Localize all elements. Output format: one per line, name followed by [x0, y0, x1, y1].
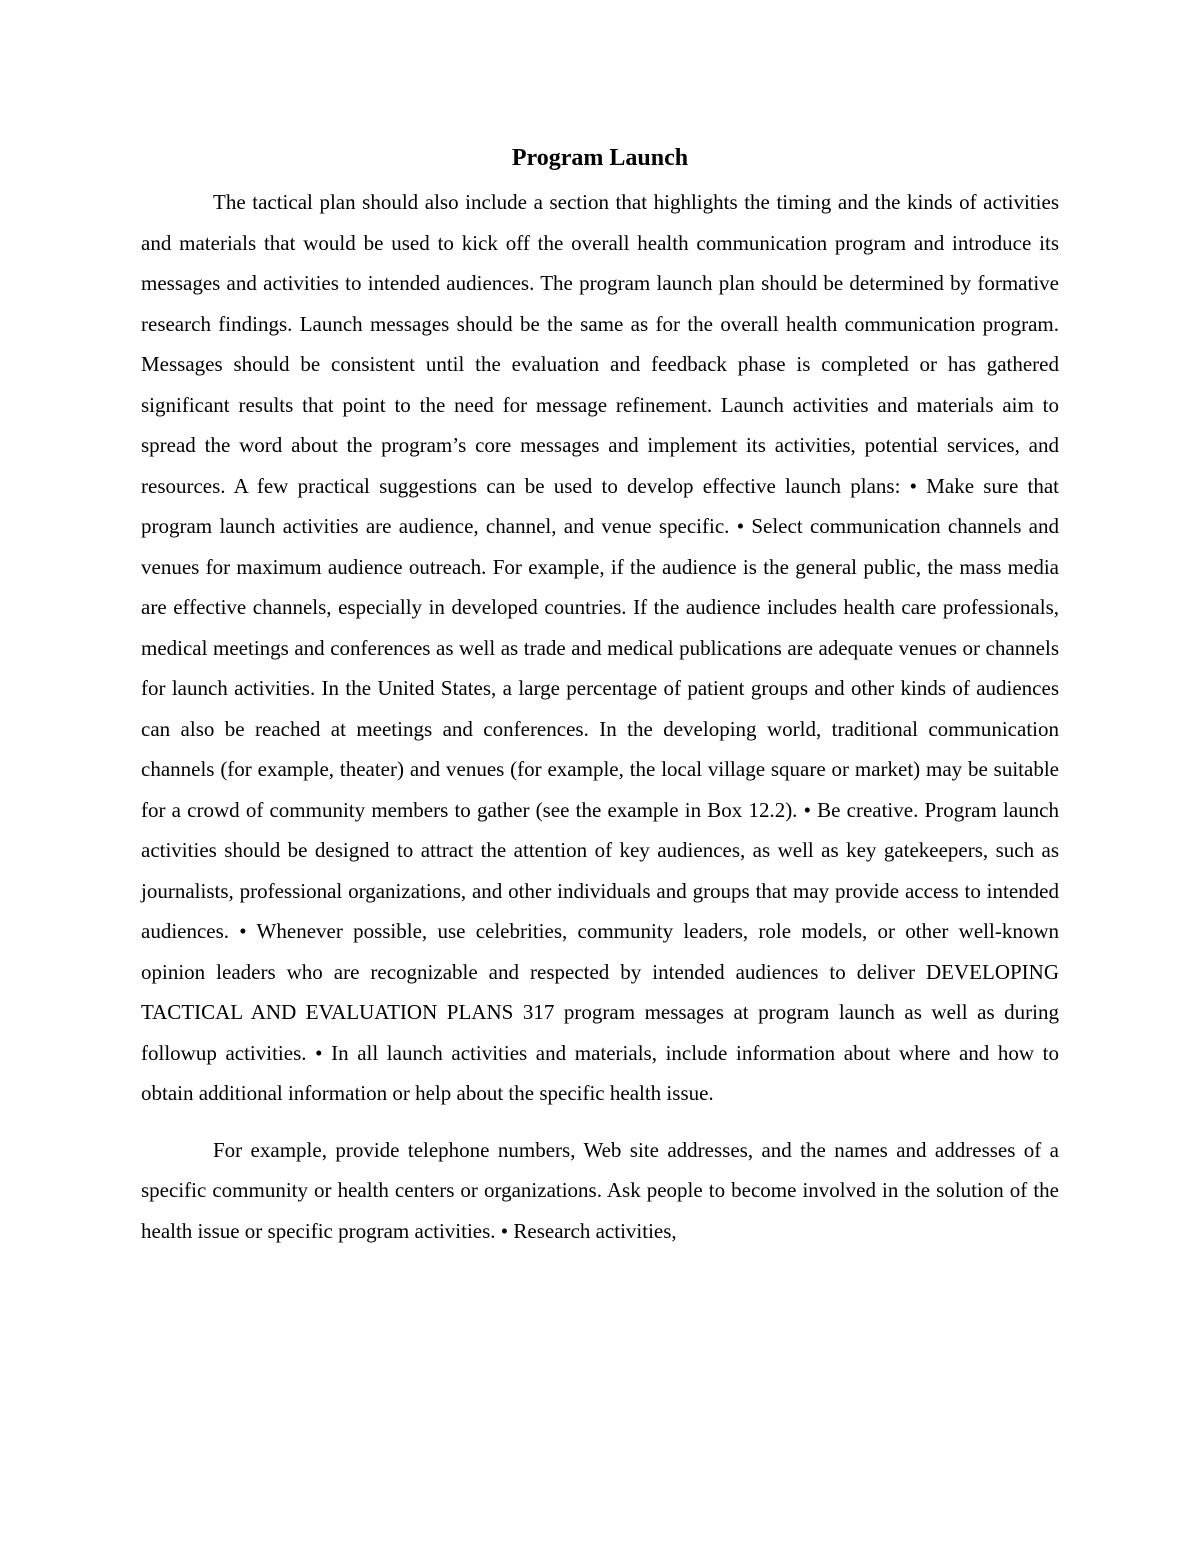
- page-title: Program Launch: [511, 145, 689, 171]
- body-paragraph-2: For example, provide telephone numbers, Web site addresses, and the names and addresses of a specific community or health centers or organizations. Ask people to become involved in the solution of the health issue or specific program activities. • Research activities,: [141, 1137, 1059, 1243]
- document-page: [141, 140, 1059, 1251]
- body-paragraph-1: The tactical plan should also include a section that highlights the timing and the kinds of activities and materials that would be used to kick off the overall health communication program and introduce its messages and activities to intended audiences. The program launch plan should be determined by formative research findings. Launch messages should be the same as for the overall health communication program. Messages should be consistent until the evaluation and feedback phase is completed or has gathered significant results that point to the need for message refinement. Launch activities and materials aim to spread the word about the program’s core messages and implement its activities, potential services, and resources. A few practical suggestions can be used to develop effective launch plans: • Make sure that program launch activities are audience, channel, and venue specific. • Select communication channels and venues for maximum audience outreach. For example, if the audience is the general public, the mass media are effective channels, especially in developed countries. If the audience includes health care professionals, medical meetings and conferences as well as trade and medical publications are adequate venues or channels for launch activities. In the United States, a large percentage of patient groups and other kinds of audiences can also be reached at meetings and conferences. In the developing world, traditional communication channels (for example, theater) and venues (for example, the local village square or market) may be suitable for a crowd of community members to gather (see the example in Box 12.2). • Be creative. Program launch activities should be designed to attract the attention of key audiences, as well as key gatekeepers, such as journalists, professional organizations, and other individuals and groups that may provide access to intended audiences. • Whenever possible, use celebrities, community leaders, role models, or other well-known opinion leaders who are recognizable and respected by intended audiences to deliver DEVELOPING TACTICAL AND EVALUATION PLANS 317 program messages at program launch as well as during followup activities. • In all launch activities and materials, include information about where and how to obtain additional information or help about the specific health issue.: [141, 190, 1059, 1105]
